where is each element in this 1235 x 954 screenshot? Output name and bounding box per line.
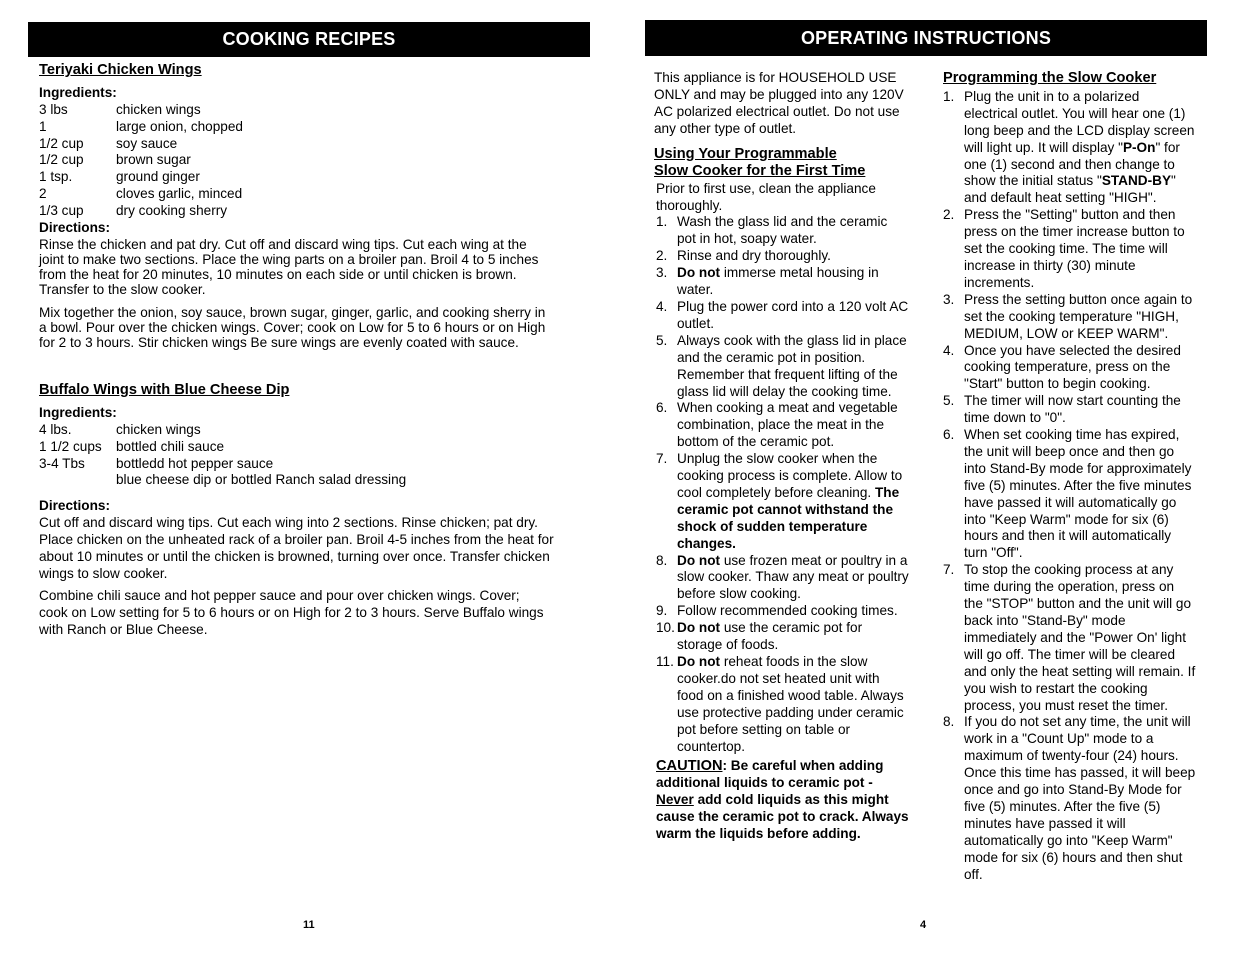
step-text [964,714,1196,883]
status-code: STAND-BY [1101,173,1172,189]
directions-label: Directions: [39,220,111,236]
first-time-steps [656,214,914,755]
step-body: reheat foods in the slow cooker.do not set heated unit with food on a finished wood table. Always use protective padding under ceramic pot before setting on table or countertop. [677,654,904,754]
step-number: 4. [943,342,955,358]
list-item [656,451,914,552]
ingredient-item: ground ginger [116,169,200,185]
column-right [943,70,1198,884]
cooking-recipes-header: COOKING RECIPES [28,22,590,57]
step-text [677,451,909,552]
ingredient-qty: 3-4 Tbs [39,455,85,471]
step-body: Plug the unit in to a polarized electrical outlet. You will hear one (1) long beep and the LCD display screen will light up. It will display " [964,88,1195,155]
ingredient-qty: 1/3 cup [39,203,84,219]
step-number: 1. [943,88,955,104]
step-body: Rinse and dry thoroughly. [677,248,831,264]
step-number: 5. [656,332,668,348]
ingredient-qty: 1 tsp. [39,169,73,185]
recipe-title: Teriyaki Chicken Wings [39,62,202,78]
ingredient-item: dry cooking sherry [116,203,228,219]
step-body: Follow recommended cooking times. [677,603,898,619]
list-item [656,553,914,604]
list-item [656,620,914,654]
step-number: 8. [943,714,955,730]
ingredient-qty: 1/2 cup [39,135,84,151]
directions-paragraph: Rinse the chicken and pat dry. Cut off and discard wing tips. Cut each wing at the joint to make two sections. Place the wing parts on a broiler pan. Broil 4 to 5 inches from the heat for 20 minutes, 10 minutes on each side or until chicken is brown. Transfer to the slow cooker. [39,236,539,297]
ingredient-item: bottledd hot pepper sauce [116,455,274,471]
step-number: 2. [943,207,955,223]
ingredients-list [39,102,559,220]
section-title-first-time: Using Your Programmable Slow Cooker for the First Time [654,145,866,179]
list-item [656,400,914,451]
step-text [964,89,1196,207]
intro-paragraph: This appliance is for HOUSEHOLD USE ONLY and may be plugged into any 120V AC polarized electrical outlet. Do not use any other type of outlet. [654,70,904,136]
step-number: 3. [943,291,955,307]
step-body: Press the "Setting" button and then press on the timer increase button to set the cooking time. The time will increase in thirty (30) minute increments. [964,207,1185,290]
step-number: 5. [943,393,955,409]
step-text [964,393,1196,427]
list-item [943,343,1198,394]
step-number: 11. [656,654,674,669]
step-body: use frozen meat or poultry in a slow cooker. Thaw any meat or poultry before slow cooking. [677,552,909,602]
ingredient-qty: 2 [39,186,47,202]
step-body: When cooking a meat and vegetable combination, place the meat in the bottom of the ceramic pot. [677,400,898,450]
programming-steps [943,89,1198,884]
step-number: 1. [656,214,668,230]
step-body: Unplug the slow cooker when the cooking process is complete. Allow to cool completely before cleaning. [677,451,903,500]
section-title-programming: Programming the Slow Cooker [943,70,1157,86]
step-text [677,265,909,299]
step-text [677,333,909,401]
list-item [656,299,914,333]
caution-paragraph: CAUTION: Be careful when adding additional liquids to ceramic pot - Never add cold liquids as this might cause the ceramic pot to crack. Always warm the liquids before adding. [656,758,909,842]
step-text [964,427,1196,562]
ingredients-label: Ingredients: [39,404,117,420]
ingredient-row [39,152,559,169]
step-text [677,603,909,620]
list-item [656,248,914,265]
step-text [964,292,1196,343]
ingredient-item: soy sauce [116,135,178,151]
ingredient-row [39,203,559,220]
list-item [656,265,914,299]
step-body: " for one (1) second and then change to show the initial status " [964,139,1180,189]
step-body: If you do not set any time, the unit will work in a "Count Up" mode to a maximum of twenty-four (24) hours. Once this time has passed, it will beep once and go into Stand-By Mode for five (5) minutes. After the five (5) minutes have passed it will automatically go into "Keep Warm" mode for six (6) hours and then shut off. [964,714,1196,882]
list-item [656,603,914,620]
step-bold: Do not [677,265,721,281]
ingredient-item: blue cheese dip or bottled Ranch salad dressing [116,472,407,488]
operating-instructions-header: OPERATING INSTRUCTIONS [645,20,1207,56]
directions-paragraph: Combine chili sauce and hot pepper sauce and pour over chicken wings. Cover; cook on Low setting for 5 to 6 hours or on High for 2 to 3 hours. Serve Buffalo wings with Ranch or Blue Cheese. [39,587,544,637]
step-text [964,343,1196,394]
step-number: 8. [656,552,668,568]
ingredient-item: cloves garlic, minced [116,186,243,202]
list-item [656,214,914,248]
step-body: " and default heat setting "HIGH". [964,173,1176,206]
step-body: Press the setting button once again to set the cooking temperature "HIGH, MEDIUM, LOW or KEEP WARM". [964,291,1193,341]
ingredient-row [39,186,559,203]
step-text [677,248,909,265]
recipe-teriyaki [39,62,559,350]
step-number: 7. [656,451,668,467]
ingredients-list [39,422,559,490]
first-time-section [654,181,914,843]
page-number: 4 [920,919,927,931]
step-number: 4. [656,298,668,314]
list-item [943,89,1198,207]
status-code: P-On [1122,139,1156,155]
step-text [677,620,909,654]
step-text [677,553,909,604]
ingredient-item: large onion, chopped [116,118,243,134]
step-number: 3. [656,265,668,281]
step-text [964,562,1196,714]
step-text [677,654,909,755]
ingredient-qty: 1/2 cup [39,152,84,168]
step-number: 9. [656,603,668,619]
step-body: To stop the cooking process at any time during the operation, press on the "STOP" button and the unit will go back into "Stand-By" mode immediately and the "Power On' light will go off. The timer will be cleared and only the heat setting will remain. If you wish to restart the cooking process, you must reset the timer. [964,562,1196,713]
step-number: 7. [943,562,955,578]
ingredient-item: brown sugar [116,152,191,168]
step-text [677,400,909,451]
list-item [943,292,1198,343]
ingredient-item: bottled chili sauce [116,438,225,454]
column-left [654,70,914,843]
step-body: Wash the glass lid and the ceramic pot in hot, soapy water. [677,214,888,247]
ingredient-qty: 3 lbs [39,101,68,117]
step-text [964,207,1196,292]
ingredient-row [39,136,559,153]
ingredient-qty: 1 [39,118,47,134]
step-body: Once you have selected the desired cooking temperature, press on the "Start" button to begin cooking. [964,342,1181,392]
step-body: Always cook with the glass lid in place and the ceramic pot in position. Remember that frequent lifting of the glass lid will delay the cooking time. [677,332,907,399]
step-body: immerse metal housing in water. [677,265,879,298]
recipe-title: Buffalo Wings with Blue Cheese Dip [39,382,290,398]
list-item [656,333,914,401]
ingredient-item: chicken wings [116,101,201,117]
directions-paragraph: Mix together the onion, soy sauce, brown sugar, ginger, garlic, and cooking sherry in a bowl. Pour over the chicken wings. Cover; cook on Low for 5 to 6 hours or on High for 2 to 3 hours. Stir chicken wings Be sure wings are evenly coated with sauce. [39,304,546,350]
step-number: 6. [656,400,668,416]
ingredient-row [39,472,559,489]
step-number: 10. [656,620,675,636]
step-text [677,214,909,248]
step-number: 2. [656,248,668,264]
step-warning: The ceramic pot cannot withstand the shock of sudden temperature changes. [677,484,900,551]
step-body: Plug the power cord into a 120 volt AC outlet. [677,298,909,331]
recipe-buffalo [39,382,559,639]
ingredient-row [39,102,559,119]
page-number: 11 [303,919,315,931]
ingredient-row [39,456,559,473]
step-body: When set cooking time has expired, the unit will beep once and then go into Stand-By mode for approximately five (5) minutes. After the five minutes have passed it will automatically go into "Keep Warm" mode for six (6) hours and then it will automatically turn "Off". [964,427,1192,561]
list-item [943,562,1198,714]
directions-label: Directions: [39,498,111,514]
ingredient-qty: 4 lbs. [39,421,72,437]
ingredient-qty [39,472,116,489]
caution-label: CAUTION [656,758,723,775]
lead-paragraph: Prior to first use, clean the appliance thoroughly. [656,180,876,213]
list-item [943,207,1198,292]
ingredient-row [39,119,559,136]
list-item [943,714,1198,883]
step-body: The timer will now start counting the time down to "0". [964,393,1181,426]
list-item [656,654,914,755]
list-item [943,393,1198,427]
ingredient-row [39,439,559,456]
ingredient-item: chicken wings [116,421,201,437]
step-text [677,299,909,333]
ingredients-label: Ingredients: [39,84,117,100]
step-body: use the ceramic pot for storage of foods. [677,620,863,653]
step-number: 6. [943,427,955,443]
step-bold: Do not [677,620,721,636]
directions-paragraph: Cut off and discard wing tips. Cut each wing into 2 sections. Rinse chicken; pat dry. Place chicken on the unheated rack of a broiler pan. Broil 4-5 inches from the heat for about 10 minutes or until the chicken is browned, turning over once. Transfer chicken wings to slow cooker. [39,515,554,581]
ingredient-qty: 1 1/2 cups [39,438,102,454]
ingredient-row [39,422,559,439]
ingredient-row [39,169,559,186]
step-bold: Do not [677,654,721,669]
step-bold: Do not [677,552,721,568]
list-item [943,427,1198,562]
